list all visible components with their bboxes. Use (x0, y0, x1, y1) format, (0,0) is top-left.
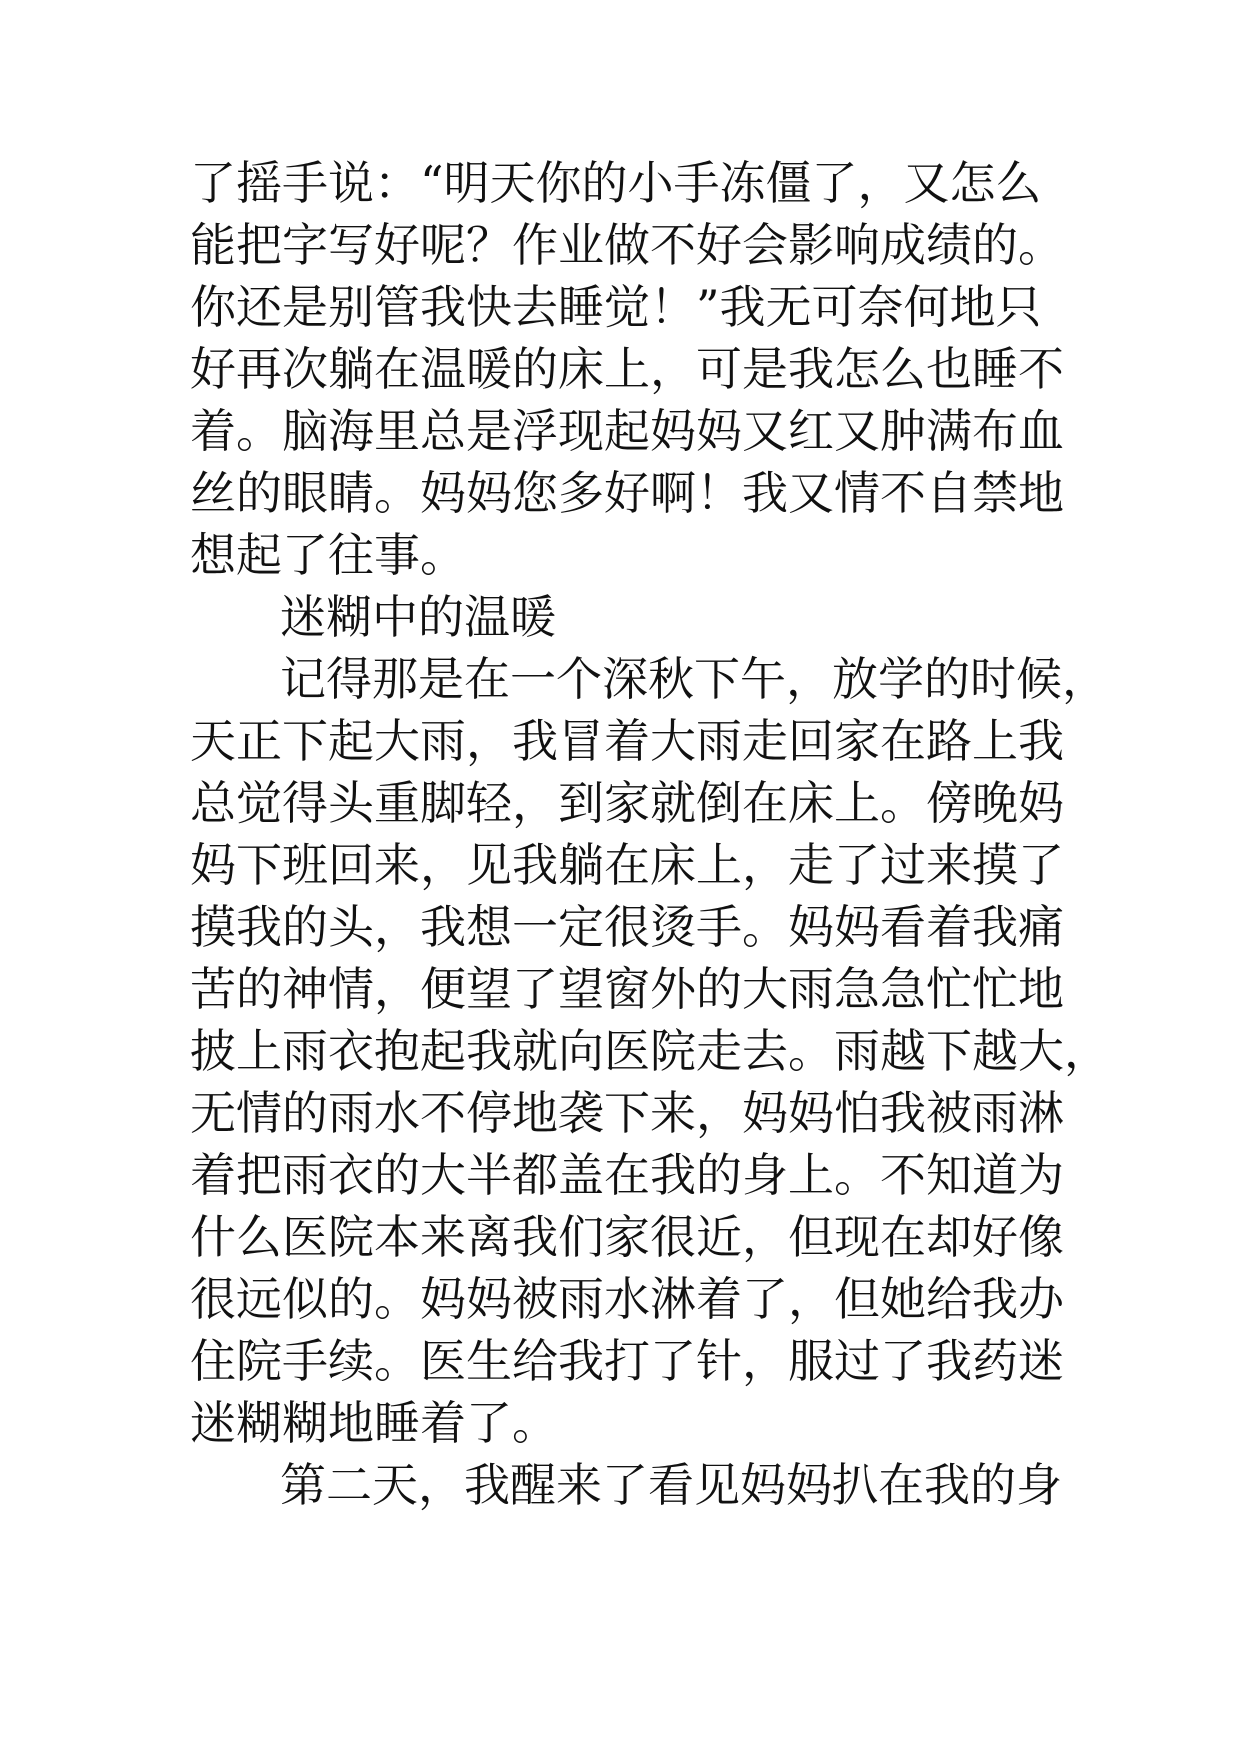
text-line: 好再次躺在温暖的床上，可是我怎么也睡不 (190, 342, 1064, 396)
text-line: 着把雨衣的大半都盖在我的身上。不知道为 (190, 1148, 1064, 1202)
text-line: 无情的雨水不停地袭下来，妈妈怕我被雨淋 (190, 1086, 1064, 1140)
text-line: 披上雨衣抱起我就向医院走去。雨越下越大， (190, 1024, 1110, 1078)
section-heading: 迷糊中的温暖 (280, 590, 556, 644)
text-line: 妈下班回来，见我躺在床上，走了过来摸了 (190, 838, 1064, 892)
body-text (190, 152, 1110, 1516)
text-line: 很远似的。妈妈被雨水淋着了，但她给我办 (190, 1272, 1064, 1326)
text-line: 丝的眼睛。妈妈您多好啊！我又情不自禁地 (190, 466, 1064, 520)
text-line: 什么医院本来离我们家很近，但现在却好像 (190, 1210, 1064, 1264)
text-line: 能把字写好呢？作业做不好会影响成绩的。 (190, 218, 1064, 272)
text-line: 记得那是在一个深秋下午，放学的时候， (280, 652, 1108, 706)
text-line: 第二天，我醒来了看见妈妈扒在我的身 (280, 1458, 1062, 1512)
text-line: 总觉得头重脚轻，到家就倒在床上。傍晚妈 (190, 776, 1064, 830)
text-line: 了摇手说：“明天你的小手冻僵了，又怎么 (190, 156, 1042, 210)
text-line: 你还是别管我快去睡觉！”我无可奈何地只 (190, 280, 1042, 334)
text-line: 天正下起大雨，我冒着大雨走回家在路上我 (190, 714, 1064, 768)
text-line: 摸我的头，我想一定很烫手。妈妈看着我痛 (190, 900, 1064, 954)
text-line: 住院手续。医生给我打了针，服过了我药迷 (190, 1334, 1064, 1388)
text-line: 苦的神情，便望了望窗外的大雨急急忙忙地 (190, 962, 1064, 1016)
text-line: 迷糊糊地睡着了。 (190, 1396, 558, 1450)
text-line: 着。脑海里总是浮现起妈妈又红又肿满布血 (190, 404, 1064, 458)
text-line: 想起了往事。 (190, 528, 466, 582)
